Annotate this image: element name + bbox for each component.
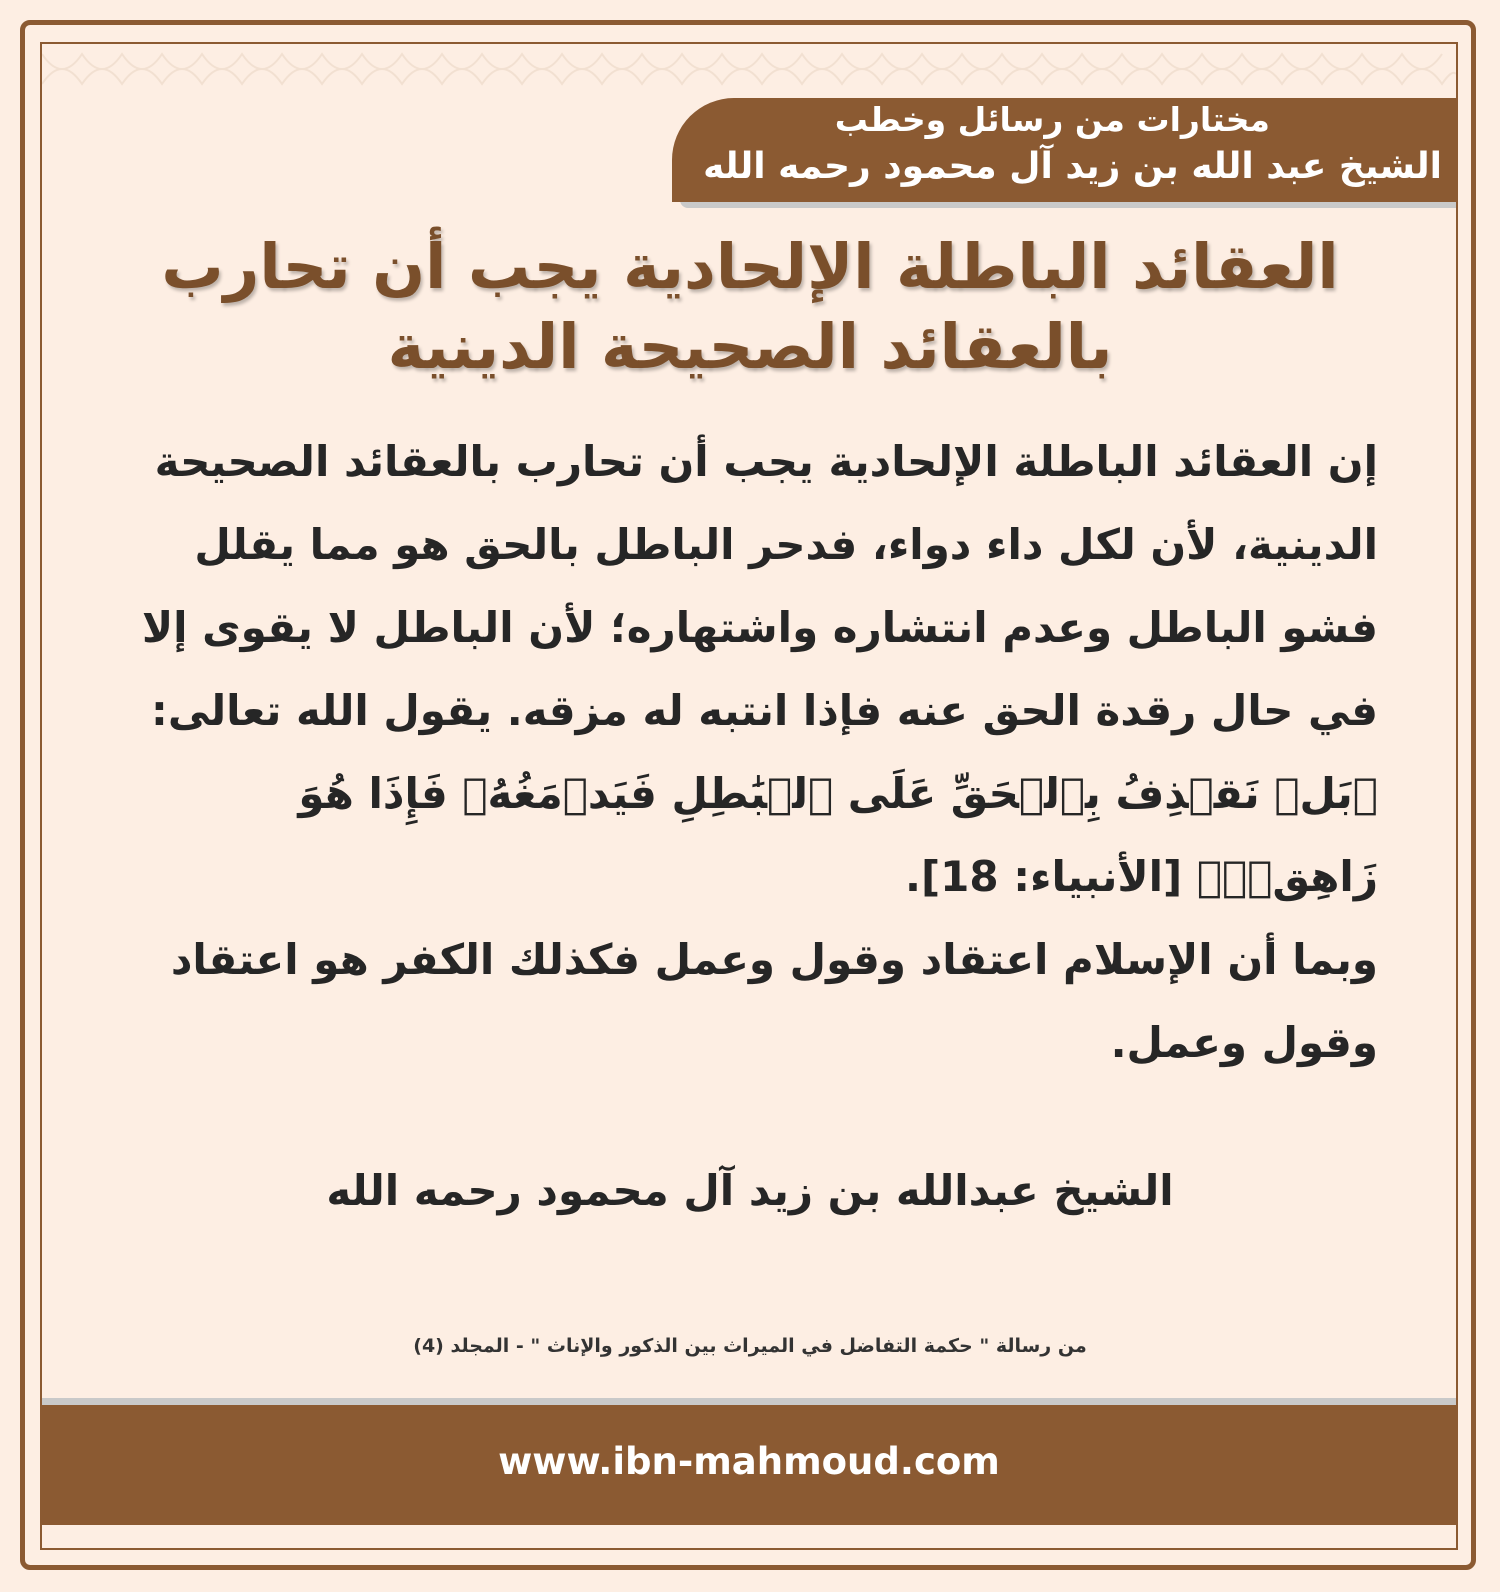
website-url: www.ibn-mahmoud.com	[498, 1440, 1000, 1483]
article-body	[108, 420, 1378, 1084]
decorative-arabesque-pattern	[42, 44, 1456, 94]
source-citation: من رسالة " حكمة التفاضل في الميراث بين الذكور والإناث " - المجلد (4)	[413, 1335, 1087, 1357]
author-signature: الشيخ عبدالله بن زيد آل محمود رحمه الله	[326, 1166, 1174, 1215]
body-paragraph-2: وبما أن الإسلام اعتقاد وقول وعمل فكذلك الكفر هو اعتقاد وقول وعمل.	[170, 935, 1378, 1067]
article-title-line-2: بالعقائد الصحيحة الدينية	[387, 310, 1113, 383]
series-author: الشيخ عبد الله بن زيد آل محمود رحمه الله	[703, 146, 1442, 187]
series-title: مختارات من رسائل وخطب	[834, 100, 1270, 139]
article-title-line-1: العقائد الباطلة الإلحادية يجب أن تحارب	[161, 230, 1339, 303]
body-paragraph-1: إن العقائد الباطلة الإلحادية يجب أن تحارب بالعقائد الصحيحة الدينية، لأن لكل داء دواء، فدحر الباطل بالحق هو مما يقلل فشو الباطل وعدم انتشاره واشتهاره؛ لأن الباطل لا يقوى إلا في حال رقدة الحق عنه فإذا انتبه له مزقه. يقول الله تعالى: ﴿بَلۡ نَقۡذِفُ بِٱلۡحَقِّ عَلَى ٱلۡبَٰطِلِ فَيَدۡمَغُهُۥ فَإِذَا هُوَ زَاهِقٞۚ﴾ [الأنبياء: 18].	[141, 437, 1378, 901]
